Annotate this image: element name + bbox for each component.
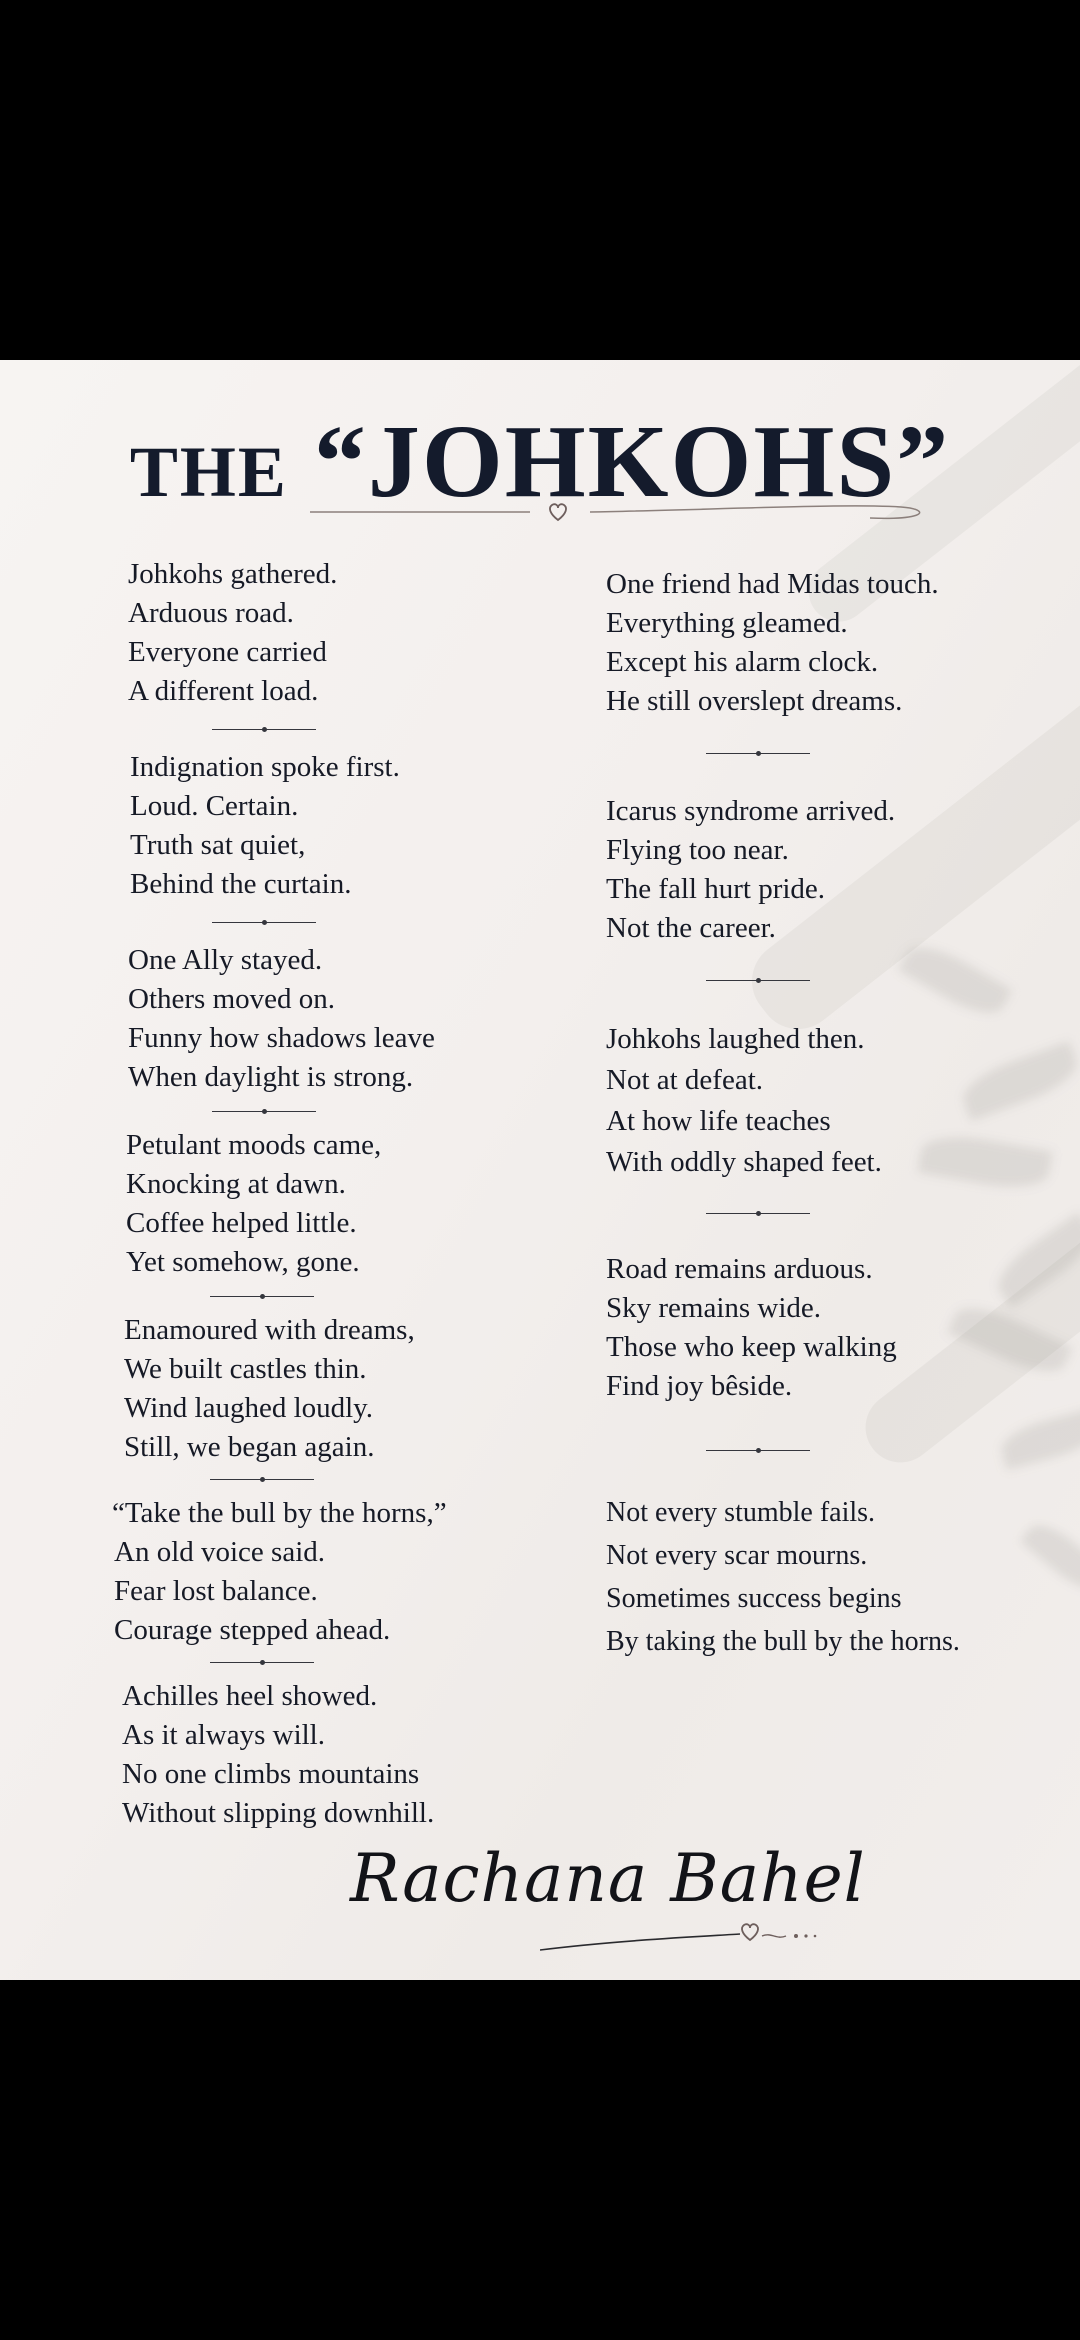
poem-line: Behind the curtain. <box>130 868 352 900</box>
poem-line: Achilles heel showed. <box>122 1680 378 1712</box>
poem-line: Not every scar mourns. <box>606 1540 868 1571</box>
poem-line: Everyone carried <box>128 636 327 668</box>
poem-line: At how life teaches <box>606 1105 831 1137</box>
poem-line: Funny how shadows leave <box>128 1022 435 1054</box>
stanza <box>112 1494 564 1650</box>
poem-line: Johkohs laughed then. <box>606 1023 865 1055</box>
poem-line: Yet somehow, gone. <box>126 1246 360 1278</box>
title-name: “JOHKOHS” <box>313 404 951 519</box>
stanza-divider <box>706 753 810 754</box>
poem-line: When daylight is strong. <box>128 1061 414 1093</box>
stanza <box>122 1677 564 1833</box>
heart-icon <box>742 1924 758 1940</box>
flourish-line <box>762 1935 786 1937</box>
poem-line: Indignation spoke first. <box>130 751 400 783</box>
stanza-divider <box>212 729 316 730</box>
stanza-divider <box>210 1479 314 1480</box>
stanza <box>130 748 564 904</box>
poem-line: With oddly shaped feet. <box>606 1146 882 1178</box>
stanza-divider <box>706 980 810 981</box>
flourish-dot <box>794 1934 798 1938</box>
poem-line: “Take the bull by the horns,” <box>112 1497 447 1529</box>
poem-line: We built castles thin. <box>124 1353 367 1385</box>
poem-line: An old voice said. <box>114 1536 326 1568</box>
poem-line: Without slipping downhill. <box>122 1797 435 1829</box>
title-flourish <box>310 492 930 542</box>
poem-line: Johkohs gathered. <box>128 558 338 590</box>
stanza-divider <box>212 1111 316 1112</box>
stanza-divider <box>212 922 316 923</box>
heart-icon <box>550 504 566 520</box>
poem-poster <box>0 360 1080 1980</box>
stanza <box>124 1311 564 1467</box>
poem-line: One friend had Midas touch. <box>606 568 939 600</box>
poem-line: Others moved on. <box>128 983 335 1015</box>
poem-line: Not at defeat. <box>606 1064 764 1096</box>
poem-line: Still, we began again. <box>124 1431 375 1463</box>
poem-line: As it always will. <box>122 1719 325 1751</box>
poem-right-column <box>606 565 1046 1663</box>
poem-line: Fear lost balance. <box>114 1575 318 1607</box>
flourish-dot <box>814 1935 817 1938</box>
stanza-divider <box>706 1213 810 1214</box>
poem-line: No one climbs mountains <box>122 1758 420 1790</box>
flourish-line <box>590 506 920 519</box>
poem-line: Those who keep walking <box>606 1331 897 1363</box>
stanza <box>126 1126 564 1282</box>
stanza-divider <box>706 1450 810 1451</box>
poem-line: Road remains arduous. <box>606 1253 873 1285</box>
stanza-divider <box>210 1296 314 1297</box>
stanza <box>606 1019 1046 1183</box>
title-prefix: THE <box>129 432 288 512</box>
poem-line: Find joy bêside. <box>606 1370 793 1402</box>
stanza <box>606 792 1046 948</box>
stanza <box>128 555 564 711</box>
flourish-line <box>540 1934 740 1950</box>
poem-line: Not every stumble fails. <box>606 1497 876 1528</box>
poem-line: He still overslept dreams. <box>606 685 903 717</box>
poem-line: Flying too near. <box>606 834 789 866</box>
author-signature: Rachana Bahel <box>350 1840 866 1917</box>
poem-line: By taking the bull by the horns. <box>606 1626 960 1657</box>
top-black-band <box>0 0 1080 360</box>
stanza <box>606 1491 1046 1663</box>
poem-line: The fall hurt pride. <box>606 873 826 905</box>
poem-line: Sky remains wide. <box>606 1292 822 1324</box>
poem-line: Not the career. <box>606 912 776 944</box>
poem-line: Loud. Certain. <box>130 790 299 822</box>
poem-line: Sometimes success begins <box>606 1583 902 1614</box>
signature-flourish <box>540 1910 840 1960</box>
poem-line: Icarus syndrome arrived. <box>606 795 896 827</box>
poem-line: Arduous road. <box>128 597 294 629</box>
poem-line: Petulant moods came, <box>126 1129 382 1161</box>
flourish-dot <box>804 1934 807 1937</box>
poem-line: Enamoured with dreams, <box>124 1314 415 1346</box>
stanza <box>128 941 564 1097</box>
poem-line: One Ally stayed. <box>128 944 323 976</box>
poem-line: Except his alarm clock. <box>606 646 879 678</box>
poem-line: Courage stepped ahead. <box>114 1614 391 1646</box>
bottom-black-band <box>0 1980 1080 2340</box>
poem-left-column <box>112 555 564 1833</box>
stanza-divider <box>210 1662 314 1663</box>
poem-line: A different load. <box>128 675 319 707</box>
poem-line: Truth sat quiet, <box>130 829 306 861</box>
poem-line: Everything gleamed. <box>606 607 848 639</box>
poem-line: Coffee helped little. <box>126 1207 357 1239</box>
stanza <box>606 565 1046 721</box>
poem-line: Knocking at dawn. <box>126 1168 346 1200</box>
stanza <box>606 1250 1046 1406</box>
poem-line: Wind laughed loudly. <box>124 1392 374 1424</box>
